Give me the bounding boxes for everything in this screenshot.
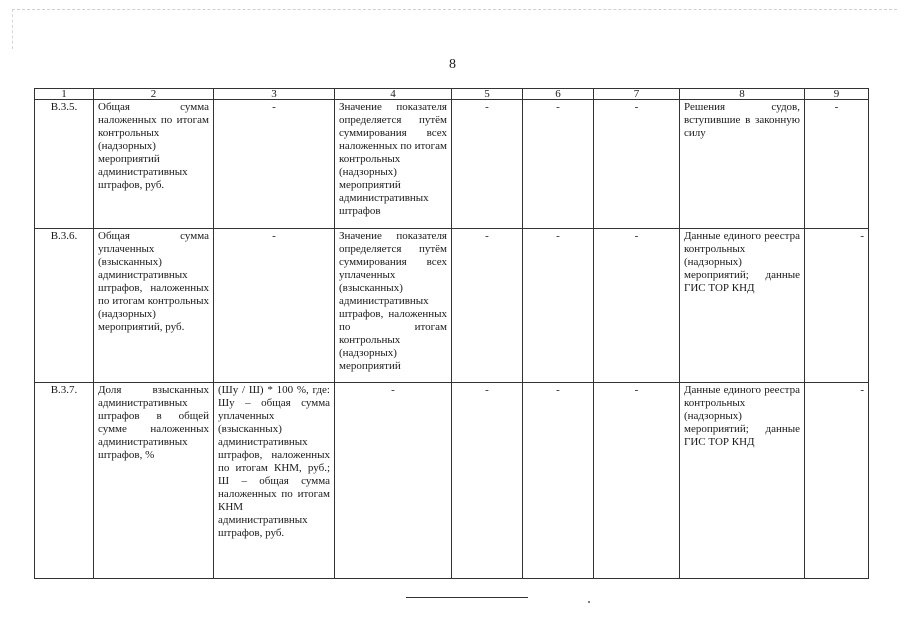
indicator-name: Общая сумма наложенных по итогам контрольных (надзорных) мероприятий административных штрафов, руб. — [94, 100, 214, 229]
indicator-formula: - — [214, 100, 335, 229]
header-col-7: 7 — [594, 89, 680, 100]
indicator-source: Данные единого реестра контрольных (надзорных) мероприятий; данные ГИС ТОР КНД — [680, 229, 805, 383]
header-col-2: 2 — [94, 89, 214, 100]
indicator-formula: - — [214, 229, 335, 383]
cell-col-9: - — [805, 229, 869, 383]
indicator-source: Решения судов, вступившие в законную силу — [680, 100, 805, 229]
page-number: 8 — [449, 57, 456, 72]
indicator-method: Значение показателя определяется путём суммирования всех наложенных по итогам контрольных (надзорных) мероприятий административных штрафов — [335, 100, 452, 229]
indicator-code: В.3.5. — [35, 100, 94, 229]
header-col-9: 9 — [805, 89, 869, 100]
indicator-formula: (Шу / Ш) * 100 %, где: Шу – общая сумма уплаченных (взысканных) административных штрафов, наложенных по итогам КНМ, руб.; Ш – общая сумма наложенных по итогам КНМ административных штрафов, руб. — [214, 383, 335, 579]
indicator-name: Доля взысканных административных штрафов в общей сумме наложенных административных штрафов, % — [94, 383, 214, 579]
cell-col-6: - — [523, 383, 594, 579]
header-col-3: 3 — [214, 89, 335, 100]
indicator-code: В.3.7. — [35, 383, 94, 579]
cell-col-5: - — [452, 383, 523, 579]
scan-left-border — [12, 9, 13, 49]
header-col-5: 5 — [452, 89, 523, 100]
header-col-6: 6 — [523, 89, 594, 100]
closing-line — [406, 597, 528, 598]
indicator-code: В.3.6. — [35, 229, 94, 383]
cell-col-6: - — [523, 229, 594, 383]
scan-top-border — [12, 9, 897, 10]
cell-col-7: - — [594, 229, 680, 383]
table-header-row — [35, 89, 869, 100]
cell-col-9: - — [805, 383, 869, 579]
table-row — [35, 229, 869, 383]
cell-col-5: - — [452, 100, 523, 229]
cell-col-9: - — [805, 100, 869, 229]
table-row — [35, 383, 869, 579]
cell-col-7: - — [594, 100, 680, 229]
header-col-1: 1 — [35, 89, 94, 100]
table-row — [35, 100, 869, 229]
cell-col-6: - — [523, 100, 594, 229]
indicator-method: - — [335, 383, 452, 579]
cell-col-7: - — [594, 383, 680, 579]
header-col-8: 8 — [680, 89, 805, 100]
indicator-name: Общая сумма уплаченных (взысканных) административных штрафов, наложенных по итогам контрольных (надзорных) мероприятий, руб. — [94, 229, 214, 383]
scan-speck — [588, 601, 590, 603]
indicators-table — [34, 88, 869, 579]
cell-col-5: - — [452, 229, 523, 383]
header-col-4: 4 — [335, 89, 452, 100]
indicator-method: Значение показателя определяется путём суммирования всех уплаченных (взысканных) административных штрафов, наложенных по итогам контрольных (надзорных) мероприятий — [335, 229, 452, 383]
indicator-source: Данные единого реестра контрольных (надзорных) мероприятий; данные ГИС ТОР КНД — [680, 383, 805, 579]
